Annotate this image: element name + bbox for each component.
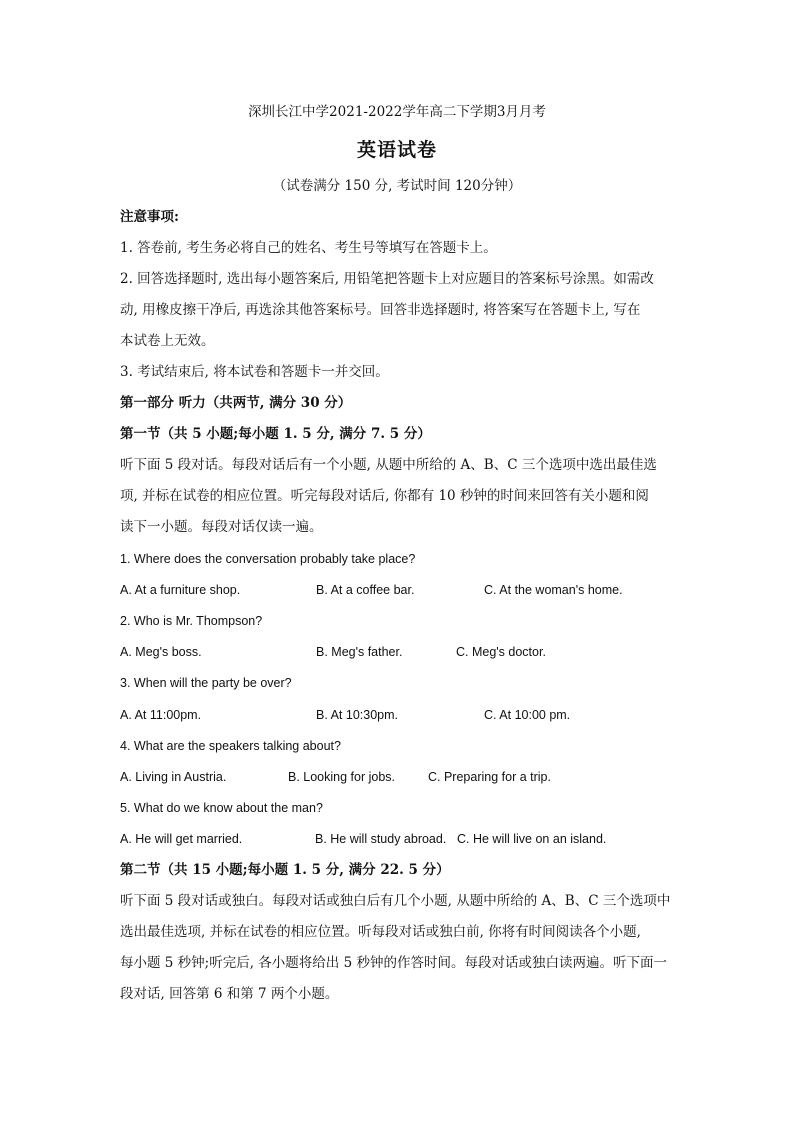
- section1-heading: 第一节（共 5 小题;每小题 1. 5 分, 满分 7. 5 分）: [120, 426, 431, 442]
- question-5: 5. What do we know about the man?: [120, 801, 323, 815]
- question-3: 3. When will the party be over?: [120, 676, 292, 690]
- question-4: 4. What are the speakers talking about?: [120, 739, 341, 753]
- page-title: 英语试卷: [356, 139, 437, 161]
- option-a: A. Living in Austria.: [120, 770, 227, 784]
- section1-instruction: 项, 并标在试卷的相应位置。听完每段对话后, 你都有 10 秒钟的时间来回答有关小题和阅: [120, 488, 649, 504]
- notice-item: 2. 回答选择题时, 选出每小题答案后, 用铅笔把答题卡上对应题目的答案标号涂黑。如需改: [120, 271, 654, 287]
- notice-heading: 注意事项:: [120, 209, 179, 225]
- question-2: 2. Who is Mr. Thompson?: [120, 614, 263, 628]
- option-b: B. At 10:30pm.: [316, 708, 398, 722]
- option-a: A. Meg's boss.: [120, 645, 202, 659]
- section2-instruction: 每小题 5 秒钟;听完后, 各小题将给出 5 秒钟的作答时间。每段对话或独白读两遍。听下面一: [120, 955, 667, 971]
- option-a: A. He will get married.: [120, 832, 243, 846]
- section2-heading: 第二节（共 15 小题;每小题 1. 5 分, 满分 22. 5 分）: [120, 862, 450, 878]
- score-note: （试卷满分 150 分, 考试时间 120分钟）: [272, 178, 522, 194]
- option-c: C. He will live on an island.: [457, 832, 607, 846]
- school-line: 深圳长江中学2021-2022学年高二下学期3月月考: [248, 104, 546, 120]
- option-b: B. Meg's father.: [316, 645, 403, 659]
- notice-item: 3. 考试结束后, 将本试卷和答题卡一并交回。: [120, 364, 389, 380]
- question-1: 1. Where does the conversation probably take place?: [120, 552, 416, 566]
- option-a: A. At 11:00pm.: [120, 708, 202, 722]
- section2-instruction: 听下面 5 段对话或独白。每段对话或独白后有几个小题, 从题中所给的 A、B、C 三个选项中: [120, 893, 671, 909]
- option-a: A. At a furniture shop.: [120, 583, 241, 597]
- option-c: C. Preparing for a trip.: [428, 770, 551, 784]
- option-b: B. He will study abroad.: [315, 832, 447, 846]
- option-c: C. At the woman's home.: [484, 583, 623, 597]
- option-c: C. At 10:00 pm.: [484, 708, 571, 722]
- section2-instruction: 段对话, 回答第 6 和第 7 两个小题。: [120, 986, 339, 1002]
- section2-instruction: 选出最佳选项, 并标在试卷的相应位置。听每段对话或独白前, 你将有时间阅读各个小题,: [120, 924, 641, 940]
- notice-item: 1. 答卷前, 考生务必将自己的姓名、考生号等填写在答题卡上。: [120, 240, 497, 256]
- option-b: B. At a coffee bar.: [316, 583, 415, 597]
- option-c: C. Meg's doctor.: [456, 645, 546, 659]
- option-b: B. Looking for jobs.: [288, 770, 396, 784]
- section1-instruction: 读下一小题。每段对话仅读一遍。: [120, 519, 323, 535]
- notice-item: 动, 用橡皮擦干净后, 再选涂其他答案标号。回答非选择题时, 将答案写在答题卡上, 写在: [120, 302, 641, 318]
- part1-heading: 第一部分 听力（共两节, 满分 30 分）: [120, 395, 352, 411]
- notice-item: 本试卷上无效。: [120, 333, 215, 349]
- section1-instruction: 听下面 5 段对话。每段对话后有一个小题, 从题中所给的 A、B、C 三个选项中选出最佳选: [120, 457, 657, 473]
